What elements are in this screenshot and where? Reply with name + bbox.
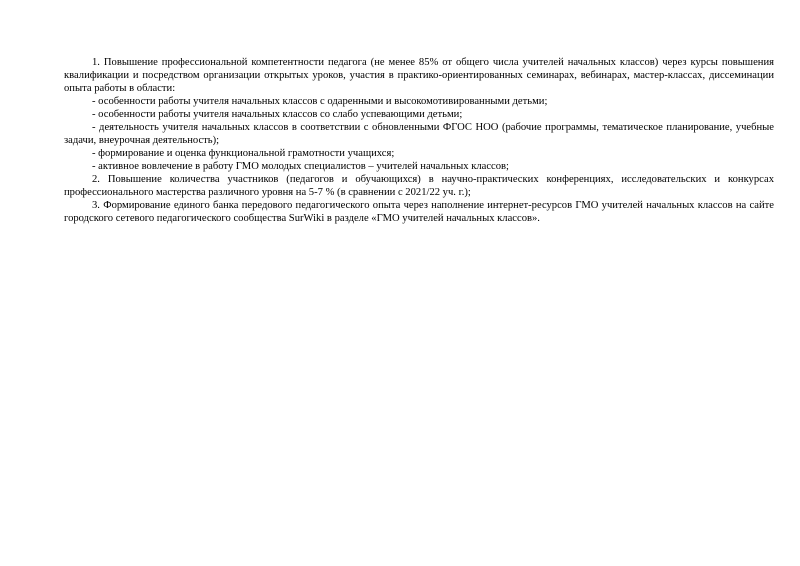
list-item-gifted-children: - особенности работы учителя начальных классов с одаренными и высокомотивированными детьми; — [92, 96, 548, 107]
list-item-young-specialists: - активное вовлечение в работу ГМО молодых специалистов – учителей начальных классов; — [92, 161, 509, 172]
list-item-functional-literacy: - формирование и оценка функциональной грамотности учащихся; — [92, 148, 395, 159]
paragraph-goal-3: 3. Формирование единого банка передового педагогического опыта через наполнение интернет-ресурсов ГМО учителей начальных классов на сайте городского сетевого педагогического сообщества SurWiki в разделе «ГМО учителей начальных классов». — [64, 200, 774, 224]
paragraph-goal-1: 1. Повышение профессиональной компетентности педагога (не менее 85% от общего числа учителей начальных классов) через курсы повышения квалификации и посредством организации открытых уроков, участия в практико-ориентированных семинарах, вебинарах, мастер-классах, диссеминации опыта работы в области: — [64, 57, 774, 94]
paragraph-goal-2: 2. Повышение количества участников (педагогов и обучающихся) в научно-практических конференциях, исследовательских и конкурсах профессионального мастерства различного уровня на 5-7 % (в сравнении с 2021/22 уч. г.); — [64, 174, 774, 198]
document-body — [64, 56, 774, 225]
list-item-low-achievers: - особенности работы учителя начальных классов со слабо успевающими детьми; — [92, 109, 463, 120]
list-item-fgos-activity: - деятельность учителя начальных классов в соответствии с обновленными ФГОС НОО (рабочие программы, тематическое планирование, учебные задачи, внеурочная деятельность); — [64, 122, 774, 146]
